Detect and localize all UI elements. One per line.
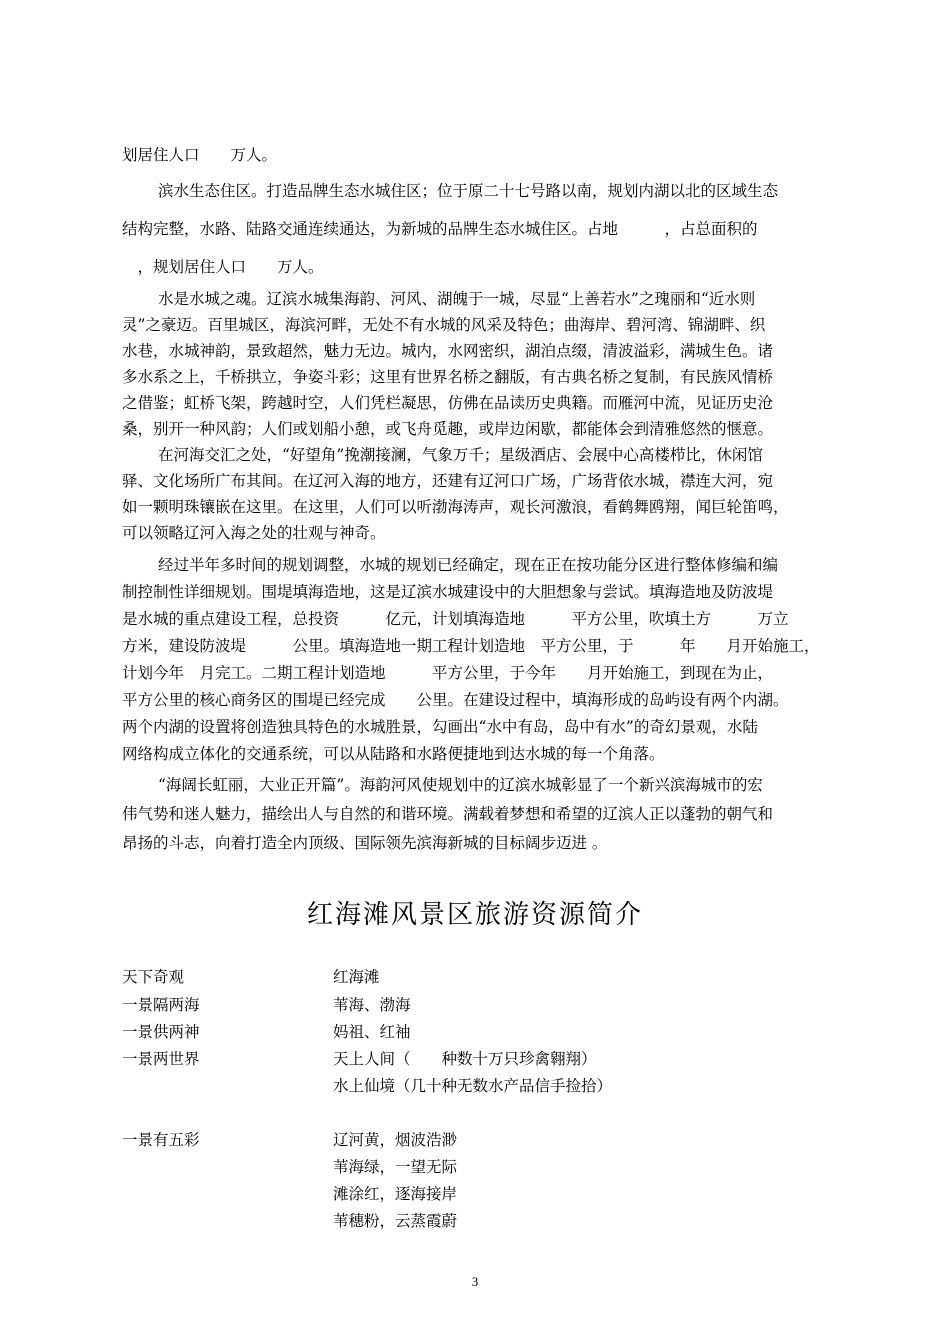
body-line: 灵”之豪迈。百里城区，海滨河畔，无处不有水城的风采及特色；曲海岸、碧河湾、锦湖畔、织	[122, 316, 766, 334]
page-number: 3	[471, 1274, 479, 1289]
body-line: 可以领略辽河入海之处的壮观与神奇。	[122, 524, 386, 542]
row-label: 一景隔两海	[122, 996, 200, 1014]
row-label: 一景两世界	[122, 1050, 200, 1068]
body-line: 结构完整，水路、陆路交通连续通达，为新城的品牌生态水城住区。占地 ，占总面积的	[122, 220, 758, 238]
row-label: 一景有五彩	[122, 1131, 200, 1149]
row-value: 红海滩	[333, 968, 380, 986]
body-line: 水巷，水城神韵，景致超然，魅力无边。城内，水网密织，湖泊点缀，清波溢彩，满城生色。诸	[122, 342, 774, 360]
body-line: 如一颗明珠镶嵌在这里。在这里，人们可以听渤海涛声，观长河激浪，看鹤舞鸥翔，闻巨轮笛鸣，	[122, 498, 789, 516]
body-line: 两个内湖的设置将创造独具特色的水城胜景，勾画出“水中有岛，岛中有水”的奇幻景观，水陆	[122, 718, 758, 736]
row-value: 水上仙境（几十种无数水产品信手捡拾）	[333, 1077, 613, 1095]
row-label: 天下奇观	[122, 968, 185, 986]
body-line: 划居住人口 万人。	[122, 146, 278, 164]
body-line: ，规划居住人口 万人。	[122, 258, 324, 276]
body-line: 滨水生态住区。打造品牌生态水城住区；位于原二十七号路以南，规划内湖以北的区域生态	[158, 182, 779, 200]
row-value: 苇穗粉，云蒸霞蔚	[333, 1212, 458, 1230]
section-title: 红海滩风景区旅游资源简介	[306, 900, 643, 930]
row-value: 天上人间（ 种数十万只珍禽翱翔）	[333, 1050, 597, 1068]
body-line: 经过半年多时间的规划调整，水城的规划已经确定，现在正在按功能分区进行整体修编和编	[158, 556, 779, 574]
body-line: 平方公里的核心商务区的围堤已经完成 公里。在建设过程中，填海形成的岛屿设有两个内湖。	[122, 691, 789, 709]
body-line: 计划今年 月完工。二期工程计划造地 平方公里，于今年 月开始施工，到现在为止，	[122, 664, 774, 682]
body-line: 水是水城之魂。辽滨水城集海韵、河风、湖魄于一城，尽显“上善若水”之瑰丽和“近水则	[158, 290, 756, 308]
body-line: 多水系之上，千桥拱立，争姿斗彩；这里有世界名桥之翻版，有古典名桥之复制，有民族风情桥	[122, 368, 774, 386]
body-line: 桑，别开一种风韵；人们或划船小憩，或飞舟觅趣，或岸边闲歇，都能体会到清雅悠然的惬意。	[122, 420, 774, 438]
body-line: 制控制性详细规划。围堤填海造地，这是辽滨水城建设中的大胆想象与尝试。填海造地及防波堤	[122, 583, 774, 601]
body-line: 网络构成立体化的交通系统，可以从陆路和水路便捷地到达水城的每一个角落。	[122, 745, 665, 763]
row-value: 妈祖、红袖	[333, 1023, 411, 1041]
row-label: 一景供两神	[122, 1023, 200, 1041]
row-value: 辽河黄，烟波浩渺	[333, 1131, 458, 1149]
row-value: 苇海、渤海	[333, 996, 411, 1014]
body-line: 之借鉴；虹桥飞架，跨越时空，人们凭栏凝思，仿佛在品读历史典籍。而雁河中流，见证历史沧	[122, 394, 774, 412]
row-value: 苇海绿，一望无际	[333, 1158, 458, 1176]
body-line: 方米，建设防波堤 公里。填海造地一期工程计划造地 平方公里，于 年 月开始施工，	[122, 637, 820, 655]
body-line: 伟气势和迷人魅力，描绘出人与自然的和谐环境。满载着梦想和希望的辽滨人正以蓬勃的朝气和	[122, 805, 774, 823]
body-line: 昂扬的斗志，向着打造全内顶级、国际领先滨海新城的目标阔步迈进 。	[122, 834, 608, 852]
body-line: 在河海交汇之处，“好望角”挽潮接澜，气象万千；星级酒店、会展中心高楼栉比，休闲馆	[158, 446, 763, 464]
body-line: “海阔长虹丽，大业正开篇”。海韵河风使规划中的辽滨水城彰显了一个新兴滨海城市的宏	[158, 776, 763, 794]
body-line: 是水城的重点建设工程，总投资 亿元，计划填海造地 平方公里，吹填土方 万立	[122, 610, 789, 628]
body-line: 驿、文化场所广布其间。在辽河入海的地方，还建有辽河口广场，广场背依水城，襟连大河，宛	[122, 472, 774, 490]
row-value: 滩涂红，逐海接岸	[333, 1185, 458, 1203]
